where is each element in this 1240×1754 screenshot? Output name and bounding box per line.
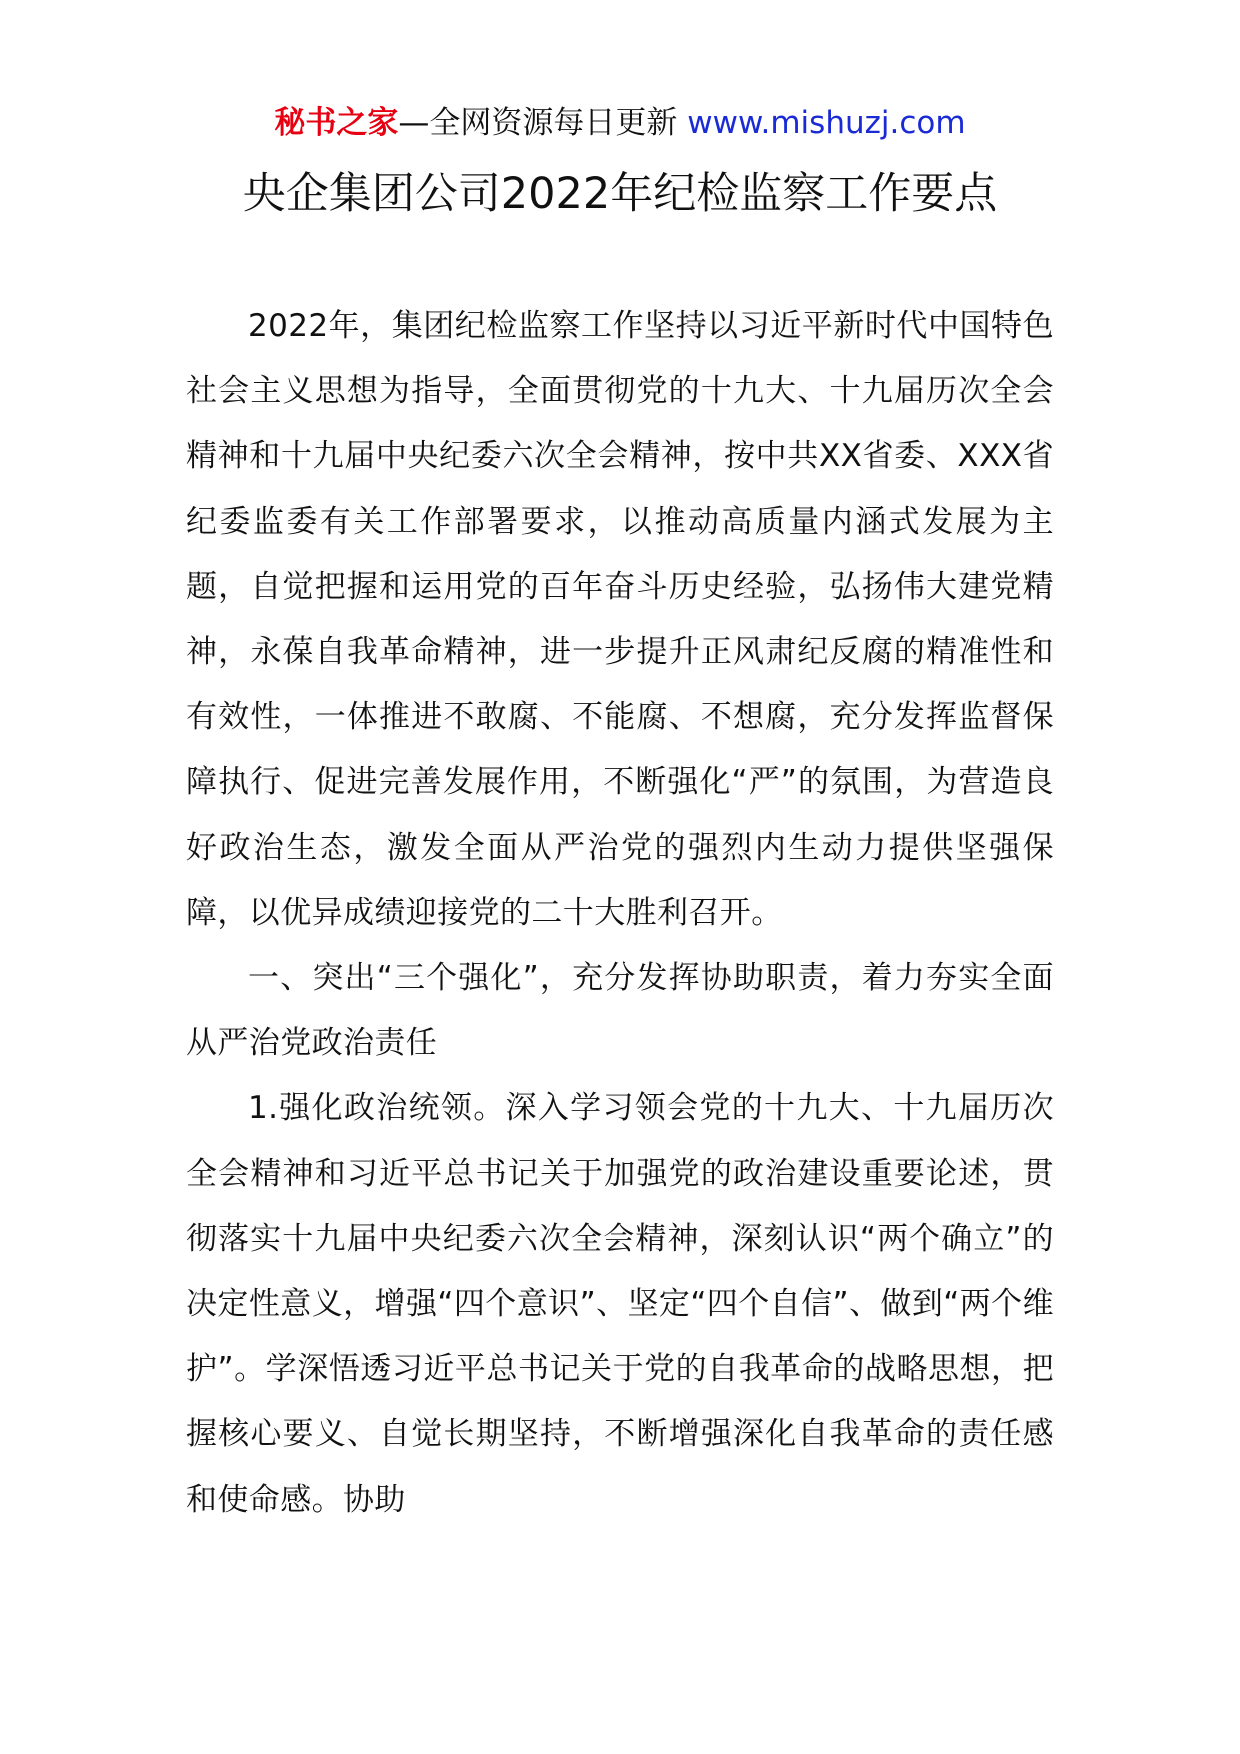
brand-name: 秘书之家 <box>274 105 399 141</box>
site-header <box>0 103 1240 143</box>
item-paragraph-1: 1.强化政治统领。深入学习领会党的十九大、十九届历次全会精神和习近平总书记关于加强党的政治建设重要论述，贯彻落实十九届中央纪委六次全会精神，深刻认识“两个确立”的决定性意义，增强“四个意识”、坚定“四个自信”、做到“两个维护”。学深悟透习近平总书记关于党的自我革命的战略思想，把握核心要义、自觉长期坚持，不断增强深化自我革命的责任感和使命感。协助 <box>186 1090 1054 1518</box>
section-heading-1: 一、突出“三个强化”，充分发挥协助职责，着力夯实全面从严治党政治责任 <box>186 960 1054 1062</box>
site-url-link[interactable]: www.mishuzj.com <box>687 105 966 141</box>
intro-paragraph: 2022年，集团纪检监察工作坚持以习近平新时代中国特色社会主义思想为指导，全面贯彻党的十九大、十九届历次全会精神和十九届中央纪委六次全会精神，按中共XX省委、XXX省纪委监委有关工作部署要求，以推动高质量内涵式发展为主题，自觉把握和运用党的百年奋斗历史经验，弘扬伟大建党精神，永葆自我革命精神，进一步提升正风肃纪反腐的精准性和有效性，一体推进不敢腐、不能腐、不想腐，充分发挥监督保障执行、促进完善发展作用，不断强化“严”的氛围，为营造良好政治生态，激发全面从严治党的强烈内生动力提供坚强保障，以优异成绩迎接党的二十大胜利召开。 <box>186 308 1054 931</box>
document-title: 央企集团公司2022年纪检监察工作要点 <box>242 169 998 219</box>
document-body <box>186 294 1054 1533</box>
site-slogan: —全网资源每日更新 <box>398 105 678 141</box>
